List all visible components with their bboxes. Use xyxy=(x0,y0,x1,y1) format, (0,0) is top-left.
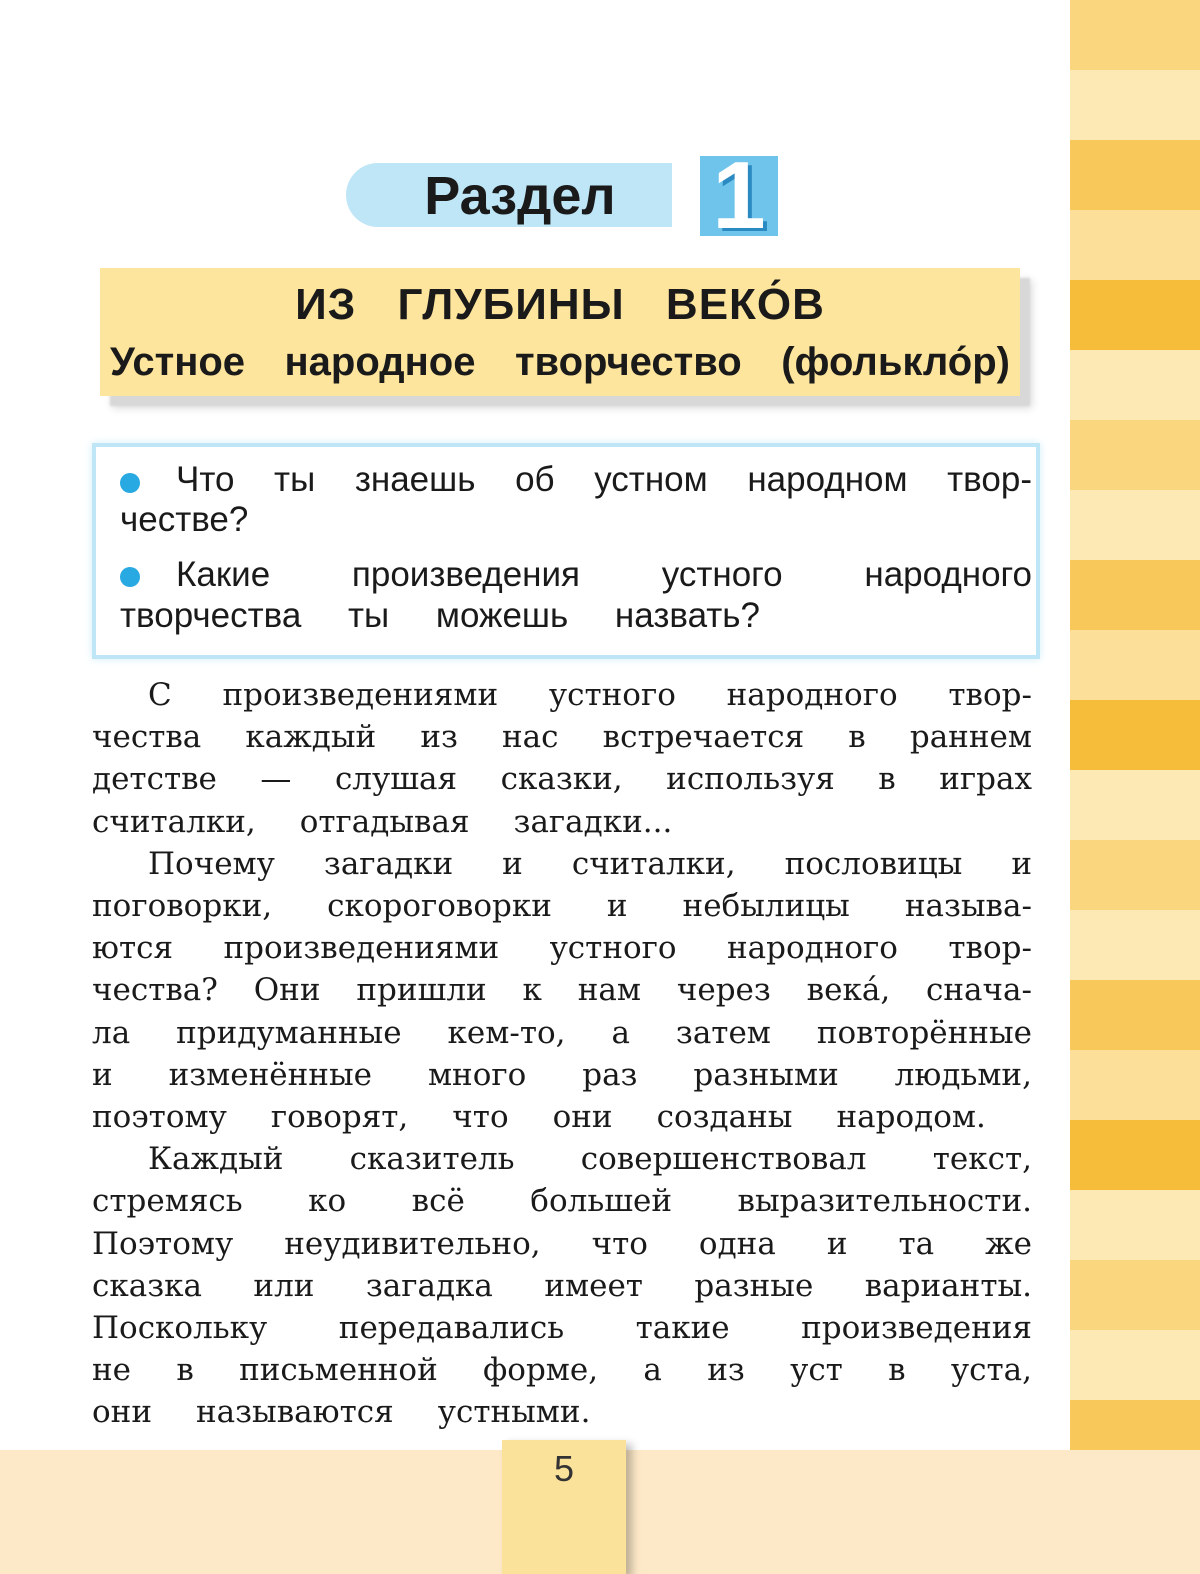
body-word: в xyxy=(878,761,896,798)
decorative-stripes xyxy=(1070,0,1200,1450)
body-word: же xyxy=(985,1225,1032,1262)
body-word: Почему xyxy=(148,845,275,882)
body-word: всё xyxy=(411,1183,465,1220)
body-word: сказка xyxy=(92,1267,202,1304)
question-word: творчества xyxy=(120,596,302,635)
body-word: пословицы xyxy=(784,845,963,882)
question-line xyxy=(120,596,760,636)
chapter-title: ИЗ ГЛУБИНЫ ВЕКО́В xyxy=(295,280,825,329)
section-label: Раздел xyxy=(424,166,616,226)
subtitle-word: народное xyxy=(284,340,476,384)
body-word: С xyxy=(148,677,172,713)
body-word: не xyxy=(92,1352,132,1389)
body-word: считалки, xyxy=(571,845,736,882)
body-word: твор- xyxy=(948,930,1032,967)
body-word: затем xyxy=(675,1014,771,1051)
body-word: считалки, xyxy=(92,803,256,840)
body-word: раннем xyxy=(909,719,1032,756)
body-word: форме, xyxy=(483,1352,599,1389)
section-number: 1 xyxy=(712,142,766,249)
question-word: честве? xyxy=(120,500,249,539)
body-line xyxy=(92,1055,1032,1095)
body-word: в xyxy=(848,719,866,756)
body-word: и xyxy=(826,1225,848,1262)
body-word: устного xyxy=(548,677,676,713)
page-number: 5 xyxy=(553,1448,575,1489)
body-word: народного xyxy=(726,677,898,713)
body-word: устного xyxy=(549,930,677,967)
question-line xyxy=(176,555,1032,595)
body-word: века́, xyxy=(806,972,891,1009)
body-line xyxy=(92,1350,1032,1390)
body-word: и xyxy=(1011,845,1032,882)
body-word: неудивительно, xyxy=(284,1225,541,1262)
body-word: варианты. xyxy=(864,1267,1032,1304)
body-word: отгадывая xyxy=(299,803,470,840)
question-word: об xyxy=(515,460,555,499)
body-word: сказитель xyxy=(349,1141,515,1178)
body-word: текст, xyxy=(932,1141,1032,1178)
body-word: и xyxy=(606,888,628,924)
body-line xyxy=(92,970,1032,1010)
body-word: чества? xyxy=(92,972,218,1009)
body-word: играх xyxy=(939,761,1032,798)
body-word: кем-то, xyxy=(447,1014,566,1051)
body-word: каждый xyxy=(245,719,377,756)
body-word: уста, xyxy=(950,1352,1032,1389)
question-word: знаешь xyxy=(354,460,476,499)
body-word: а xyxy=(611,1014,630,1051)
body-word: загадки... xyxy=(513,803,673,840)
question-word: устного xyxy=(661,555,783,594)
body-word: большей xyxy=(530,1183,673,1220)
body-word: загадка xyxy=(365,1267,493,1304)
body-word: Они xyxy=(253,972,321,1009)
body-word: Поэтому xyxy=(92,1225,234,1262)
body-word: сказки, xyxy=(500,761,623,798)
question-word: народном xyxy=(747,460,908,499)
question-word: твор- xyxy=(947,460,1032,499)
body-word: скороговорки xyxy=(327,888,552,924)
body-word: письменной xyxy=(239,1352,438,1389)
body-line xyxy=(92,717,1032,757)
body-word: поэтому xyxy=(92,1099,227,1135)
body-line xyxy=(92,802,1032,842)
body-line xyxy=(92,1181,1032,1221)
body-word: они xyxy=(92,1394,152,1431)
body-word: загадки xyxy=(323,845,454,882)
body-line xyxy=(92,886,1032,926)
body-line xyxy=(92,1392,1032,1432)
subtitle-word: (фолькло́р) xyxy=(781,340,1010,384)
body-word: из xyxy=(420,719,458,756)
body-word: ко xyxy=(308,1183,347,1220)
body-word: называ- xyxy=(904,888,1032,924)
question-word: назвать? xyxy=(614,596,760,635)
body-word: детстве xyxy=(92,761,217,798)
chapter-subtitle xyxy=(110,340,1010,385)
body-word: та xyxy=(898,1225,935,1262)
body-word: людьми, xyxy=(894,1056,1032,1093)
body-word: произведениями xyxy=(223,930,500,967)
body-word: в xyxy=(888,1352,906,1389)
body-word: в xyxy=(176,1352,194,1389)
body-word: уст xyxy=(790,1352,843,1389)
body-word: поговорки, xyxy=(92,888,273,924)
body-word: через xyxy=(676,972,771,1009)
body-word: разные xyxy=(694,1267,814,1304)
body-word: повторённые xyxy=(816,1014,1032,1051)
body-word: одна xyxy=(698,1225,776,1262)
body-word: ются xyxy=(92,930,174,967)
body-word: чества xyxy=(92,719,202,756)
body-line xyxy=(92,928,1032,968)
body-word: произведениями xyxy=(222,677,499,713)
body-word: или xyxy=(253,1267,315,1304)
body-word: что xyxy=(591,1225,648,1262)
bullet-icon xyxy=(120,473,140,493)
body-word: придуманные xyxy=(176,1014,402,1051)
body-word: и xyxy=(92,1056,113,1093)
body-word: твор- xyxy=(948,677,1032,713)
body-word: народного xyxy=(726,930,898,967)
body-word: называются xyxy=(196,1394,394,1431)
question-word: произведения xyxy=(351,555,581,594)
body-word: устными. xyxy=(437,1394,591,1431)
body-word: ла xyxy=(92,1014,131,1051)
question-word: устном xyxy=(594,460,708,499)
body-word: говорят, xyxy=(270,1099,409,1135)
body-line xyxy=(148,844,1032,884)
body-line xyxy=(92,1266,1032,1306)
question-word: ты xyxy=(348,596,390,635)
body-word: нас xyxy=(502,719,559,756)
body-line xyxy=(148,675,1032,715)
body-word: Каждый xyxy=(148,1141,284,1178)
question-word: ты xyxy=(274,460,316,499)
body-word: стремясь xyxy=(92,1183,243,1220)
question-line xyxy=(120,500,320,540)
body-word: произведения xyxy=(801,1310,1032,1346)
body-word: нам xyxy=(577,972,642,1009)
body-word: — xyxy=(260,761,292,798)
body-word: народом. xyxy=(836,1099,986,1135)
bullet-icon xyxy=(120,567,140,587)
body-word: небылицы xyxy=(682,888,850,924)
body-line xyxy=(92,1224,1032,1264)
body-word: снача- xyxy=(926,972,1032,1009)
question-line xyxy=(176,460,1032,500)
body-word: встречается xyxy=(602,719,805,756)
body-line xyxy=(148,1139,1032,1179)
body-line xyxy=(92,1097,1032,1137)
body-word: созданы xyxy=(656,1099,793,1135)
body-line xyxy=(92,1013,1032,1053)
body-word: слушая xyxy=(334,761,458,798)
subtitle-word: Устное xyxy=(110,340,246,384)
body-word: что xyxy=(452,1099,509,1135)
body-word: много xyxy=(427,1056,527,1093)
body-word: они xyxy=(552,1099,613,1135)
body-word: имеет xyxy=(544,1267,643,1304)
body-word: передавались xyxy=(338,1310,565,1346)
body-word: к xyxy=(522,972,542,1009)
question-word: Что xyxy=(176,460,235,499)
subtitle-word: творчество xyxy=(514,340,742,384)
body-word: совершенствовал xyxy=(580,1141,867,1178)
body-word: раз xyxy=(582,1056,638,1093)
body-word: Поскольку xyxy=(92,1310,268,1346)
question-word: Какие xyxy=(176,555,271,594)
body-word: из xyxy=(707,1352,745,1389)
body-word: выразительности. xyxy=(737,1183,1032,1220)
body-word: изменённые xyxy=(168,1056,372,1093)
body-word: а xyxy=(643,1352,662,1389)
body-word: пришли xyxy=(356,972,487,1009)
body-word: такие xyxy=(635,1310,730,1346)
question-word: народного xyxy=(864,555,1032,594)
body-word: используя xyxy=(666,761,835,798)
body-line xyxy=(92,1308,1032,1348)
body-word: и xyxy=(502,845,523,882)
question-word: можешь xyxy=(435,596,569,635)
body-line xyxy=(92,759,1032,799)
body-word: разными xyxy=(693,1056,839,1093)
